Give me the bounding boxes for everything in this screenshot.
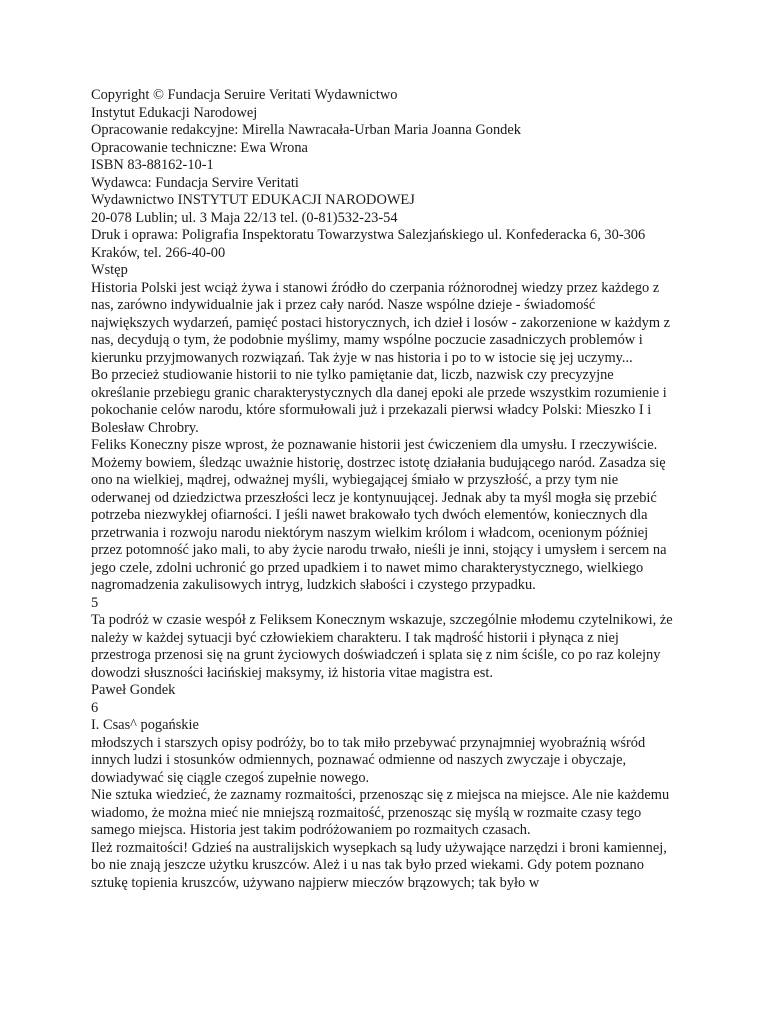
intro-paragraph-3: Feliks Koneczny pisze wprost, że poznawanie historii jest ćwiczeniem dla umysłu. I rzeczywiście. Możemy bowiem, śledząc uważnie historię, dostrzec istotę działania budującego naród. Zasadza się ono na wielkiej, mądrej, odważnej myśli, wybiegającej śmiało w przyszłość, a przy tym nie oderwanej od dziedzictwa przeszłości lecz je kontynuującej. Jednak aby ta myśl mogła się przebić potrzeba niezwykłej ofiarności. I jeśli nawet brakowało tych dwóch elementów, koniecznych dla przetrwania i rozwoju narodu niektórym naszym wielkim królom i władcom, ocenionym później przez potomność jako mali, to aby życie narodu trwało, nieśli je inni, stojący i umysłem i sercem na jego czele, zdolni uchronić go przed upadkiem i to nawet mimo charakterystycznego, wielkiego nagromadzenia zakulisowych intryg, ludzkich słabości i czystego przypadku. xyxy=(91,437,667,593)
print-line: Druk i oprawa: Poligrafia Inspektoratu Towarzystwa Salezjańskiego ul. Konfederacka 6, 30-306 Kraków, tel. 266-40-00 xyxy=(91,227,646,261)
intro-paragraph-2: Bo przecież studiowanie historii to nie tylko pamiętanie dat, liczb, nazwisk czy precyzyjne określanie przebiegu granic charakterystycznych dla danej epoki ale przede wszystkim rozumienie i pokochanie celów narodu, które sformułowali już i przekazali pierwsi władcy Polski: Mieszko I i Bolesław Chrobry. xyxy=(91,367,667,436)
intro-paragraph-4: Ta podróż w czasie wespół z Feliksem Konecznym wskazuje, szczególnie młodemu czytelnikowi, że należy w każdej sytuacji być człowiekiem charakteru. I tak mądrość historii i płynąca z niej przestroga przenosi się na grunt życiowych doświadczeń i splata się z nim ściśle, co po raz kolejny dowodzi słuszności łacińskiej maksymy, iż historia vitae magistra est. xyxy=(91,612,673,681)
page-number-5: 5 xyxy=(91,594,99,611)
isbn-line: ISBN 83-88162-10-1 xyxy=(91,157,214,173)
technical-line: Opracowanie techniczne: Ewa Wrona xyxy=(91,139,308,156)
chapter-paragraph-3: Ileż rozmaitości! Gdzieś na australijskich wysepkach są ludy używające narzędzi i broni kamiennej, bo nie znają jeszcze użytku kruszców. Ależ i u nas tak było przed wiekami. Gdy potem poznano sztukę topienia kruszców, używano najpierw mieczów brązowych; tak było w xyxy=(91,839,667,891)
page-number-6: 6 xyxy=(91,699,99,716)
editorial-line: Opracowanie redakcyjne: Mirella Nawracała-Urban Maria Joanna Gondek xyxy=(91,122,521,138)
institute-line: Instytut Edukacji Narodowej xyxy=(91,104,258,121)
chapter-heading: I. Csas^ pogańskie xyxy=(91,717,199,733)
publisher-line: Wydawca: Fundacja Servire Veritati xyxy=(91,174,299,191)
chapter-paragraph-1: młodszych i starszych opisy podróży, bo to tak miło przebywać przynajmniej wyobraźnią wśród innych ludzi i stosunków odmiennych, poznawać odmienne od naszych zwyczaje i obyczaje, dowiadywać się ciągle czegoś zupełnie nowego. xyxy=(91,734,646,786)
document-page xyxy=(91,87,675,892)
intro-heading: Wstęp xyxy=(91,262,128,278)
author-signature: Paweł Gondek xyxy=(91,682,176,698)
publisher2-line: Wydawnictwo INSTYTUT EDUKACJI NARODOWEJ xyxy=(91,192,415,208)
address-line: 20-078 Lublin; ul. 3 Maja 22/13 tel. (0-81)532-23-54 xyxy=(91,209,398,226)
intro-paragraph-1: Historia Polski jest wciąż żywa i stanowi źródło do czerpania różnorodnej wiedzy przez każdego z nas, zarówno indywidualnie jak i przez cały naród. Nasze wspólne dzieje - świadomość największych wydarzeń, pamięć postaci historycznych, ich dzieł i losów - zakorzenione w każdym z nas, decydują o tym, że podobnie myślimy, mamy wspólne poczucie zasadniczych problemów i kierunku przyjmowanych rozwiązań. Tak żyje w nas historia i po to w istocie się jej uczymy... xyxy=(91,279,671,366)
chapter-paragraph-2: Nie sztuka wiedzieć, że zaznamy rozmaitości, przenosząc się z miejsca na miejsce. Ale nie każdemu wiadomo, że można mieć nie mniejszą rozmaitość, przenosząc się myślą w rozmaite czasy tego samego miejsca. Historia jest takim podróżowaniem po rozmaitych czasach. xyxy=(91,787,670,838)
copyright-line: Copyright © Fundacja Seruire Veritati Wydawnictwo xyxy=(91,87,398,103)
